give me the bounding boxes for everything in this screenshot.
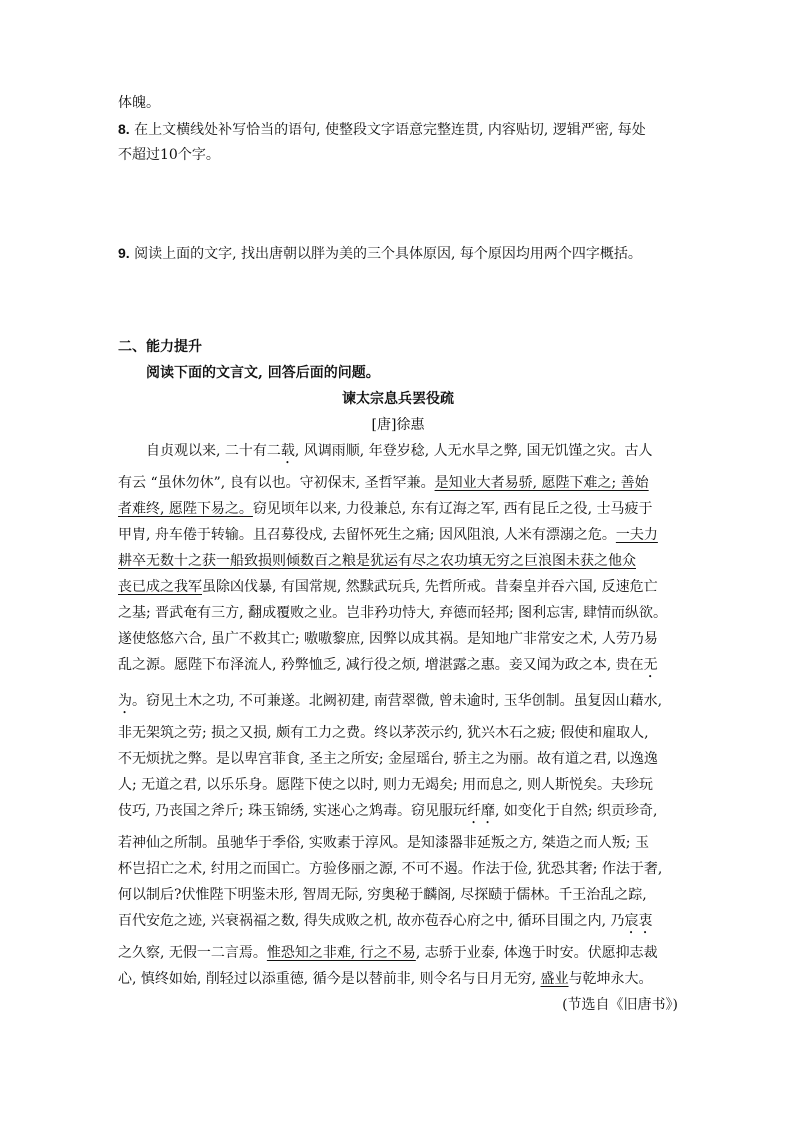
passage-line: 若神仙之所制。虽驰华于季俗, 实败素于淳风。是知漆器非延叛之方, 桀造之而人叛; 玉	[118, 835, 649, 851]
question-8-number: 8.	[118, 121, 130, 137]
passage-body	[118, 438, 678, 1018]
section-block	[118, 334, 678, 438]
passage-title: 谏太宗息兵罢役疏	[342, 391, 454, 407]
passage-author: [唐]徐惠	[371, 417, 425, 433]
question-8-line-1: 8. 在上文横线处补写恰当的语句, 使整段文字语意完整连贯, 内容贴切, 逻辑严密, 每处	[118, 121, 646, 138]
underlined-sentence: 一夫力	[615, 527, 658, 543]
question-9-number: 9.	[118, 245, 130, 261]
underlined-sentence: 惟恐知之非难, 行之不易	[266, 945, 416, 961]
dotted-word: 纤靡	[466, 803, 495, 819]
passage-line: 自贞观以来, 二十有二载, 风调雨顺, 年登岁稔, 人无水旱之弊, 国无饥馑之灾。古人	[146, 443, 653, 459]
passage-line: 心, 慎终如始, 削轻过以添重德, 循今是以替前非, 则令名与日月无穷, 盛业与乾坤永大。	[118, 971, 653, 987]
passage-line: 伎巧, 乃丧国之斧斤; 珠玉锦绣, 实迷心之鸩毒。窃见服玩纤靡, 如变化于自然; 织贡珍奇,	[118, 803, 658, 819]
dotted-word: 为	[118, 693, 132, 709]
underlined-sentence: 丧已成之我军	[118, 579, 202, 595]
dotted-word: 载	[280, 443, 295, 459]
passage-line: 乱之源。愿陛下布泽流人, 矜弊恤乏, 减行役之烦, 增湛露之惠。妾又闻为政之本, 贵在无	[118, 657, 658, 673]
passage-line: 人; 无道之君, 以乐乐身。愿陛下使之以时, 则力无竭矣; 用而息之, 则人斯悦矣。夫珍玩	[118, 777, 654, 793]
passage-line: 遂使悠悠六合, 虽广不救其亡; 嗷嗷黎庶, 因弊以成其祸。是知地广非常安之术, 人劳乃易	[118, 631, 658, 647]
passage-line	[118, 548, 678, 574]
passage-line: 百代安危之迹, 兴衰祸福之数, 得失成败之机, 故亦苞吞心府之中, 循环目围之内, 乃宸衷	[118, 913, 653, 929]
section-heading: 二、能力提升	[118, 339, 202, 355]
dotted-word: 无	[643, 657, 658, 673]
passage-source: (节选自《旧唐书》)	[562, 997, 678, 1013]
dotted-word: 宸衷	[624, 913, 653, 929]
passage-line: 非无架筑之劳; 损之又损, 颇有工力之费。终以茅茨示约, 犹兴木石之疲; 假使和雇取人,	[118, 725, 649, 741]
passage-line: 何以制后?伏惟陛下明鉴未形, 智周无际, 穷奥秘于麟阁, 尽探赜于儒林。千王治乱之踪,	[118, 887, 647, 903]
passage-line: 有云 “虽休勿休”, 良有以也。守初保末, 圣哲罕兼。是知业大者易骄, 愿陛下难之; 善始	[118, 475, 649, 491]
question-9: 9. 阅读上面的文字, 找出唐朝以胖为美的三个具体原因, 每个原因均用两个四字概括。	[118, 245, 642, 262]
passage-line: 者难终, 愿陛下易之。窃见顷年以来, 力役兼总, 东有辽海之军, 西有昆丘之役, 士马疲于	[118, 501, 653, 517]
underlined-word: 盛业	[540, 971, 569, 987]
underlined-sentence: 者难终, 愿陛下易之。	[118, 501, 253, 517]
passage-line: 之久察, 无假一二言焉。惟恐知之非难, 行之不易, 志骄于业泰, 体逸于时安。伏愿抑志裁	[118, 945, 658, 961]
passage-line: 丧已成之我军虽除凶伐暴, 有国常规, 然黩武玩兵, 先哲所戒。昔秦皇并吞六国, 反速危亡	[118, 579, 658, 595]
underlined-sentence: 耕卒无数十之获一船致损则倾数百之粮是犹运有尽之农功填无穷之巨浪图未获之他众	[118, 553, 636, 569]
previous-text-tail: 体魄。	[118, 95, 160, 111]
passage-line: 杯岂招亡之术, 纣用之而国亡。方验侈丽之源, 不可不遏。作法于俭, 犹恐其奢; 作法于奢,	[118, 861, 663, 877]
passage-line: 不无烦扰之弊。是以卑宫菲食, 圣主之所安; 金屋瑶台, 骄主之为丽。故有道之君, 以逸逸	[118, 751, 658, 767]
passage-line: 为。窃见土木之功, 不可兼遂。北阙初建, 南营翠微, 曾未逾时, 玉华创制。虽复因山藉水,	[118, 693, 663, 709]
question-block	[118, 90, 678, 168]
underlined-sentence: 是知业大者易骄, 愿陛下难之; 善始	[434, 475, 649, 491]
section-instruction: 阅读下面的文言文, 回答后面的问题。	[146, 365, 380, 381]
passage-line: 甲胄, 舟车倦于转输。且召募役戍, 去留怀死生之痛; 因风阻浪, 人米有漂溺之危。一夫力	[118, 527, 658, 543]
question-8-line-2: 不超过10个字。	[118, 147, 220, 163]
passage-line: 之基; 晋武奄有三方, 翻成覆败之业。岂非矜功恃大, 弃德而轻邦; 图利忘害, 肆情而纵欲。	[118, 605, 668, 621]
